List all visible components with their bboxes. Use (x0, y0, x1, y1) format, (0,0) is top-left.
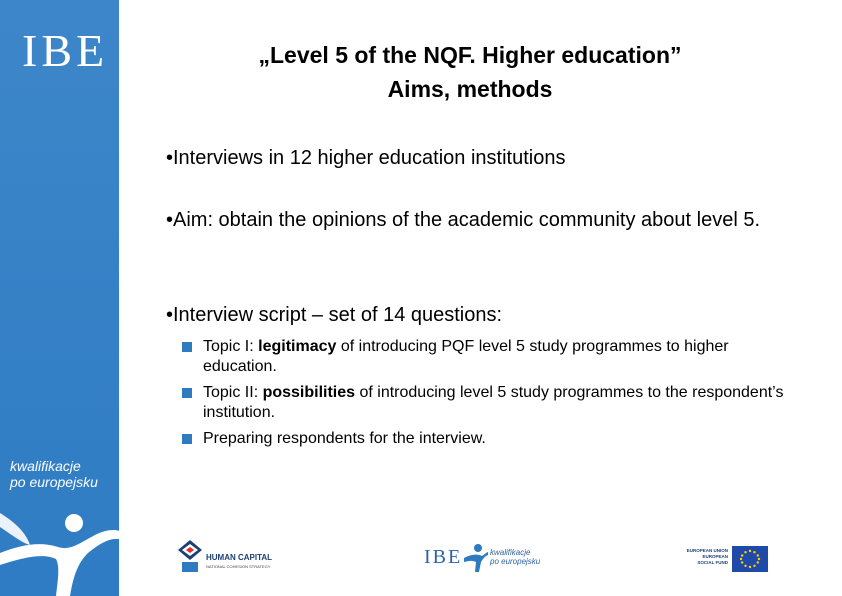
slide-title (170, 38, 770, 106)
sidebar (0, 0, 119, 596)
sub-bullet-keyword: legitimacy (258, 338, 337, 355)
bullet-interviews: •Interviews in 12 higher education institutions (166, 147, 566, 169)
bullet-interview-script: •Interview script – set of 14 questions: (166, 304, 503, 326)
eu-flag-icon (732, 546, 768, 572)
sub-bullet-prefix: Topic II: (203, 384, 263, 401)
title-line2: Aims, methods (387, 76, 553, 102)
ibe-figure-icon (464, 542, 488, 572)
footer-ibe-text: IBE (424, 546, 463, 568)
sub-bullet-topic-1 (182, 337, 802, 377)
human-capital-logo (178, 540, 288, 574)
bullet-aim: •Aim: obtain the opinions of the academic community about level 5. (166, 209, 760, 231)
hc-subtitle: NATIONAL COHESION STRATEGY (206, 564, 271, 569)
eu-text (678, 548, 728, 566)
eu-logo (678, 546, 770, 574)
footer-tagline (490, 548, 540, 566)
eu-line2: EUROPEAN (702, 554, 728, 559)
sub-bullet-topic-2 (182, 383, 802, 423)
sub-bullet-preparing (182, 429, 802, 449)
ibe-footer-logo (424, 540, 564, 576)
tagline-line1: kwalifikacje (10, 458, 81, 474)
square-bullet-icon (182, 388, 192, 398)
footer-tagline-line1: kwalifikacje (490, 548, 531, 557)
eu-line1: EUROPEAN UNION (686, 548, 728, 553)
sub-bullet-prefix: Topic I: (203, 338, 259, 355)
sub-bullet-keyword: possibilities (262, 384, 356, 401)
square-bullet-icon (182, 342, 192, 352)
ibe-logo: IBE (22, 25, 109, 76)
footer-tagline-line2: po europejsku (490, 557, 541, 566)
sub-bullet-text: of introducing PQF level 5 study programmes to higher education. (203, 338, 729, 375)
title-line1: „Level 5 of the NQF. Higher education” (258, 42, 682, 68)
sidebar-tagline (10, 458, 98, 490)
ibe-figure-icon (0, 505, 119, 596)
sub-bullet-text: of introducing level 5 study programmes to the respondent’s institution. (203, 384, 784, 421)
sub-bullet-list (182, 337, 802, 455)
sub-bullet-prefix: Preparing respondents for the interview. (203, 430, 486, 447)
eu-line3: SOCIAL FUND (697, 560, 728, 565)
hc-title: HUMAN CAPITAL (206, 553, 273, 562)
tagline-line2: po europejsku (10, 474, 98, 490)
human-capital-logo-icon (178, 540, 202, 574)
square-bullet-icon (182, 434, 192, 444)
